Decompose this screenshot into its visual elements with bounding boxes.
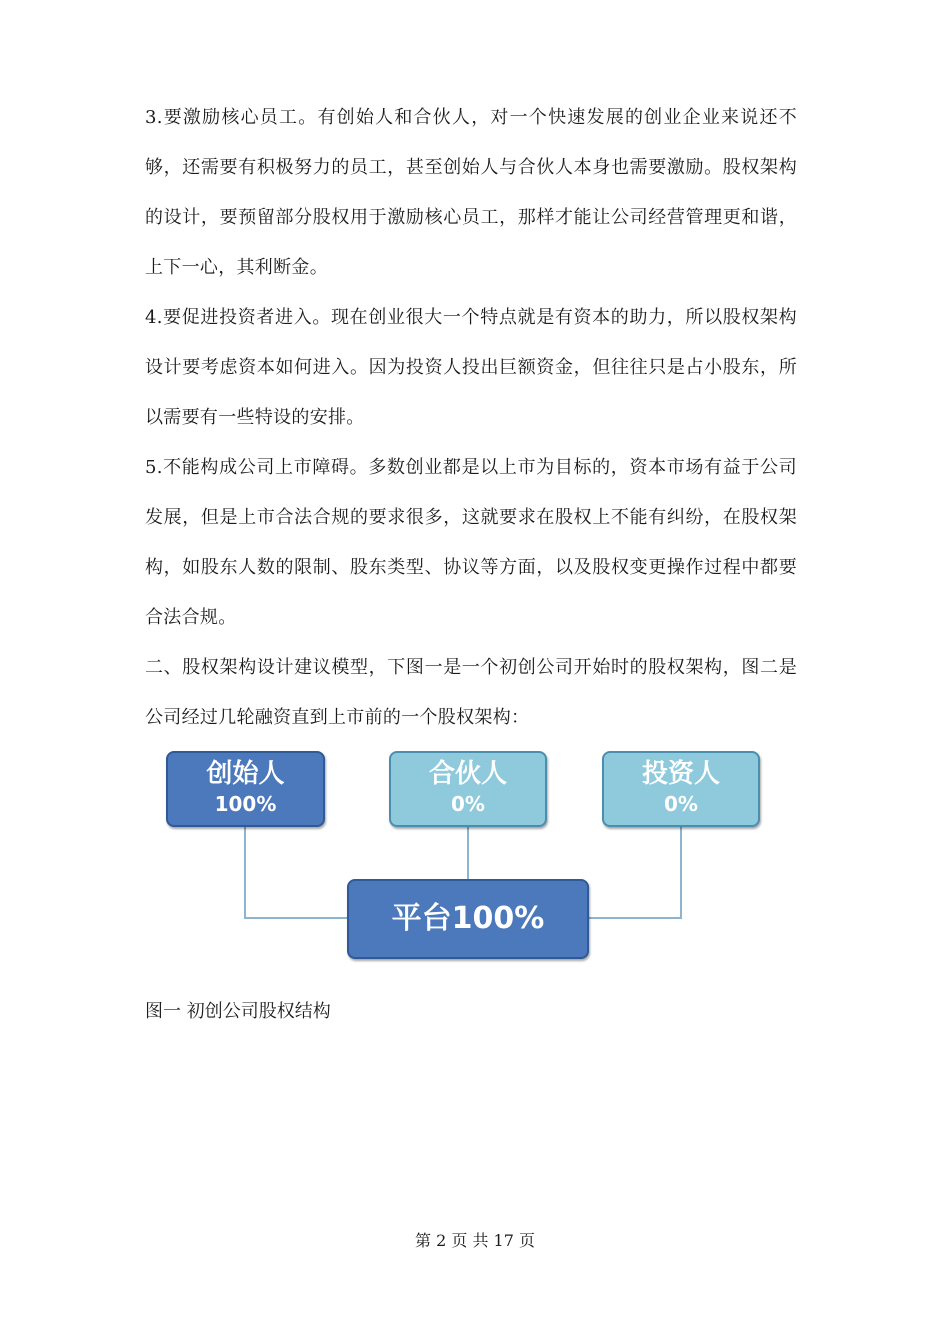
platform-box [347, 879, 589, 959]
paragraph-4: 4.要促进投资者进入。现在创业很大一个特点就是有资本的助力，所以股权架构设计要考虑资本如何进入。因为投资人投出巨额资金，但往往只是占小股东，所以需要有一些特设的安排。 [145, 307, 797, 428]
paragraph-5: 5.不能构成公司上市障碍。多数创业都是以上市为目标的，资本市场有益于公司发展，但是上市合法合规的要求很多，这就要求在股权上不能有纠纷，在股权架构，如股东人数的限制、股东类型、协议等方面，以及股权变更操作过程中都要合法合规。 [145, 457, 797, 628]
founder-percent: 100% [214, 792, 277, 816]
page-footer: 第 2 页 共 17 页 [415, 1231, 535, 1250]
investor-label: 投资人 [641, 759, 720, 789]
investor-box [602, 751, 760, 827]
connector-investor-horizontal [588, 917, 682, 919]
body-text [145, 93, 797, 743]
connector-founder-vertical [244, 825, 246, 918]
platform-label: 平台100% [391, 901, 545, 936]
connector-founder-horizontal [244, 917, 349, 919]
founder-box [166, 751, 325, 827]
equity-structure-diagram [160, 745, 770, 965]
partner-label: 合伙人 [428, 759, 507, 789]
paragraph-3: 3.要激励核心员工。有创始人和合伙人，对一个快速发展的创业企业来说还不够，还需要有积极努力的员工，甚至创始人与合伙人本身也需要激励。股权架构的设计，要预留部分股权用于激励核心员工，那样才能让公司经营管理更和谐，上下一心，其利断金。 [145, 107, 797, 278]
paragraph-section-2: 二、股权架构设计建议模型，下图一是一个初创公司开始时的股权架构，图二是公司经过几轮融资直到上市前的一个股权架构： [145, 657, 797, 728]
investor-percent: 0% [664, 792, 698, 816]
figure-caption: 图一 初创公司股权结构 [145, 1001, 331, 1022]
connector-partner-vertical [467, 825, 469, 881]
partner-percent: 0% [451, 792, 485, 816]
partner-box [389, 751, 547, 827]
founder-label: 创始人 [206, 759, 285, 789]
connector-investor-vertical [680, 825, 682, 918]
